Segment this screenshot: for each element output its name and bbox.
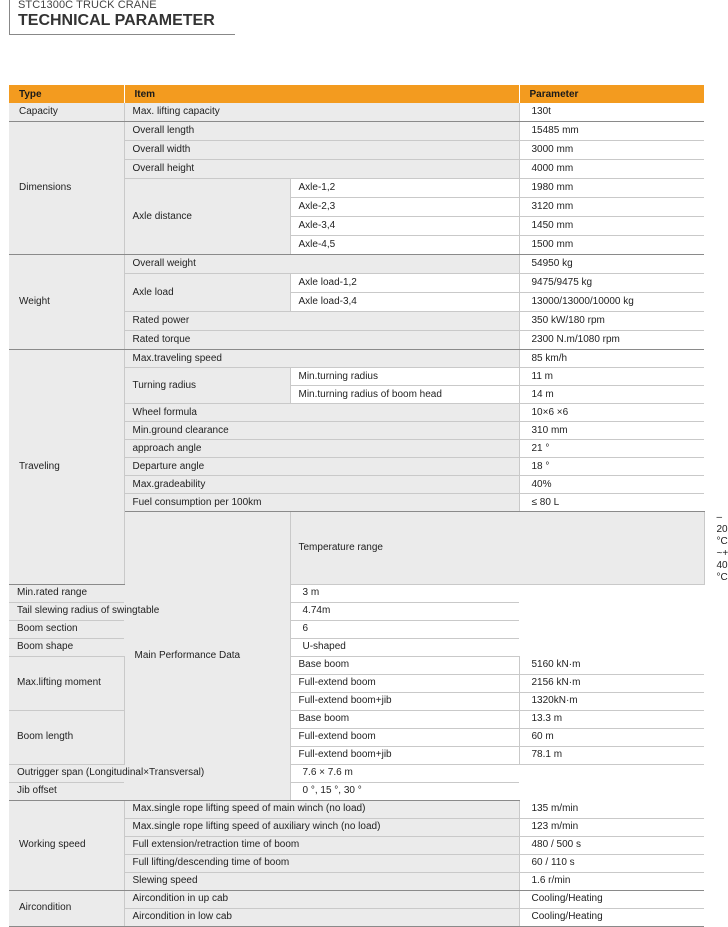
item-label: Max.single rope lifting speed of auxiliary winch (no load) [124, 818, 519, 836]
subitem-label: Axle-1,2 [290, 179, 519, 198]
header-vertical-rule [9, 0, 10, 34]
table-row [9, 350, 704, 368]
item-label: Overall height [124, 160, 519, 179]
table-row [9, 255, 704, 274]
param-value: Cooling/Heating [519, 908, 704, 926]
group-capacity: Capacity [9, 103, 124, 122]
param-value: 135 m/min [519, 800, 704, 818]
item-label: Max.traveling speed [124, 350, 519, 368]
param-value: ≤ 80 L [519, 494, 704, 512]
param-value: 480 / 500 s [519, 836, 704, 854]
item-label: Overall weight [124, 255, 519, 274]
item-label: approach angle [124, 440, 519, 458]
table-row [9, 800, 704, 818]
item-label: Aircondition in up cab [124, 890, 519, 908]
item-label: Aircondition in low cab [124, 908, 519, 926]
table-header-row [9, 85, 704, 103]
param-value: 1320kN·m [519, 692, 704, 710]
item-label: Rated power [124, 312, 519, 331]
item-label: Slewing speed [124, 872, 519, 890]
item-label: Max.lifting moment [9, 656, 124, 710]
item-label: Max. lifting capacity [124, 103, 519, 122]
item-label: Outrigger span (Longitudinal×Transversal) [9, 764, 290, 782]
param-value: 1500 mm [519, 236, 704, 255]
table-row [9, 103, 704, 122]
param-value: 5160 kN·m [519, 656, 704, 674]
param-value: 9475/9475 kg [519, 274, 704, 293]
item-label: Axle distance [124, 179, 290, 255]
page-header [0, 0, 240, 35]
subitem-label: Axle load-1,2 [290, 274, 519, 293]
param-value: 6 [290, 620, 519, 638]
param-value: 54950 kg [519, 255, 704, 274]
subitem-label: Full-extend boom+jib [290, 746, 519, 764]
item-label: Turning radius [124, 368, 290, 404]
item-label: Wheel formula [124, 404, 519, 422]
group-working-speed: Working speed [9, 800, 124, 890]
subitem-label: Full-extend boom [290, 674, 519, 692]
item-label: Axle load [124, 274, 290, 312]
item-label: Overall width [124, 141, 519, 160]
param-value: 3 m [290, 584, 519, 602]
item-label: Boom shape [9, 638, 290, 656]
param-value: 4.74m [290, 602, 519, 620]
table-row [9, 890, 704, 908]
item-label: Departure angle [124, 458, 519, 476]
param-value: 130t [519, 103, 704, 122]
page-title: TECHNICAL PARAMETER [18, 12, 215, 29]
group-dimensions: Dimensions [9, 122, 124, 255]
table-row [9, 122, 704, 141]
param-value: 2300 N.m/1080 rpm [519, 331, 704, 350]
model-name: STC1300C TRUCK CRANE [18, 0, 157, 11]
subitem-label: Axle-2,3 [290, 198, 519, 217]
item-label: Overall length [124, 122, 519, 141]
item-label: Min.rated range [9, 584, 290, 602]
subitem-label: Axle-3,4 [290, 217, 519, 236]
table-row [9, 584, 704, 602]
param-value: 350 kW/180 rpm [519, 312, 704, 331]
item-label: Rated torque [124, 331, 519, 350]
param-value: 85 km/h [519, 350, 704, 368]
param-value: 7.6 × 7.6 m [290, 764, 519, 782]
param-value: 13000/13000/10000 kg [519, 293, 704, 312]
param-value: 14 m [519, 386, 704, 404]
item-label: Boom length [9, 710, 124, 764]
item-label: Tail slewing radius of swingtable [9, 602, 290, 620]
subitem-label: Axle-4,5 [290, 236, 519, 255]
param-value: 21 ° [519, 440, 704, 458]
param-value: 1450 mm [519, 217, 704, 236]
subitem-label: Full-extend boom+jib [290, 692, 519, 710]
param-value: U-shaped [290, 638, 519, 656]
param-value: 15485 mm [519, 122, 704, 141]
subitem-label: Min.turning radius [290, 368, 519, 386]
param-value: 60 / 110 s [519, 854, 704, 872]
subitem-label: Axle load-3,4 [290, 293, 519, 312]
param-value: 123 m/min [519, 818, 704, 836]
table-row: Main Performance Data Temperature range – 20 °C ~+ 40 °C [9, 512, 704, 585]
item-label: Fuel consumption per 100km [124, 494, 519, 512]
item-label: Max.single rope lifting speed of main winch (no load) [124, 800, 519, 818]
group-aircondition: Aircondition [9, 890, 124, 926]
item-label: Temperature range [290, 512, 704, 585]
table-row [9, 620, 704, 638]
param-value: 4000 mm [519, 160, 704, 179]
param-value: 310 mm [519, 422, 704, 440]
table-row [9, 638, 704, 656]
column-header-item: Item [124, 85, 519, 103]
technical-parameter-table [9, 85, 728, 927]
group-weight: Weight [9, 255, 124, 350]
subitem-label: Full-extend boom [290, 728, 519, 746]
param-value: 10×6 ×6 [519, 404, 704, 422]
param-value: 60 m [519, 728, 704, 746]
table-row [9, 782, 704, 800]
table-row [9, 656, 704, 674]
table-row [9, 710, 704, 728]
item-label: Min.ground clearance [124, 422, 519, 440]
param-value: Cooling/Heating [519, 890, 704, 908]
item-label: Max.gradeability [124, 476, 519, 494]
param-value: 18 ° [519, 458, 704, 476]
header-horizontal-rule [9, 34, 235, 35]
param-value: 40% [519, 476, 704, 494]
column-header-parameter: Parameter [519, 85, 704, 103]
param-value: 1.6 r/min [519, 872, 704, 890]
item-label: Full extension/retraction time of boom [124, 836, 519, 854]
param-value: 3120 mm [519, 198, 704, 217]
group-main-performance: Main Performance Data [124, 512, 290, 801]
group-traveling: Traveling [9, 350, 124, 585]
table-row [9, 602, 704, 620]
param-value: 13.3 m [519, 710, 704, 728]
param-value: 2156 kN·m [519, 674, 704, 692]
item-label: Boom section [9, 620, 290, 638]
item-label: Jib offset [9, 782, 290, 800]
param-value: 11 m [519, 368, 704, 386]
column-header-type: Type [9, 85, 124, 103]
subitem-label: Min.turning radius of boom head [290, 386, 519, 404]
param-value: 78.1 m [519, 746, 704, 764]
param-value: 0 °, 15 °, 30 ° [290, 782, 519, 800]
item-label: Full lifting/descending time of boom [124, 854, 519, 872]
param-value: 3000 mm [519, 141, 704, 160]
param-value: 1980 mm [519, 179, 704, 198]
table-row [9, 764, 704, 782]
subitem-label: Base boom [290, 710, 519, 728]
subitem-label: Base boom [290, 656, 519, 674]
